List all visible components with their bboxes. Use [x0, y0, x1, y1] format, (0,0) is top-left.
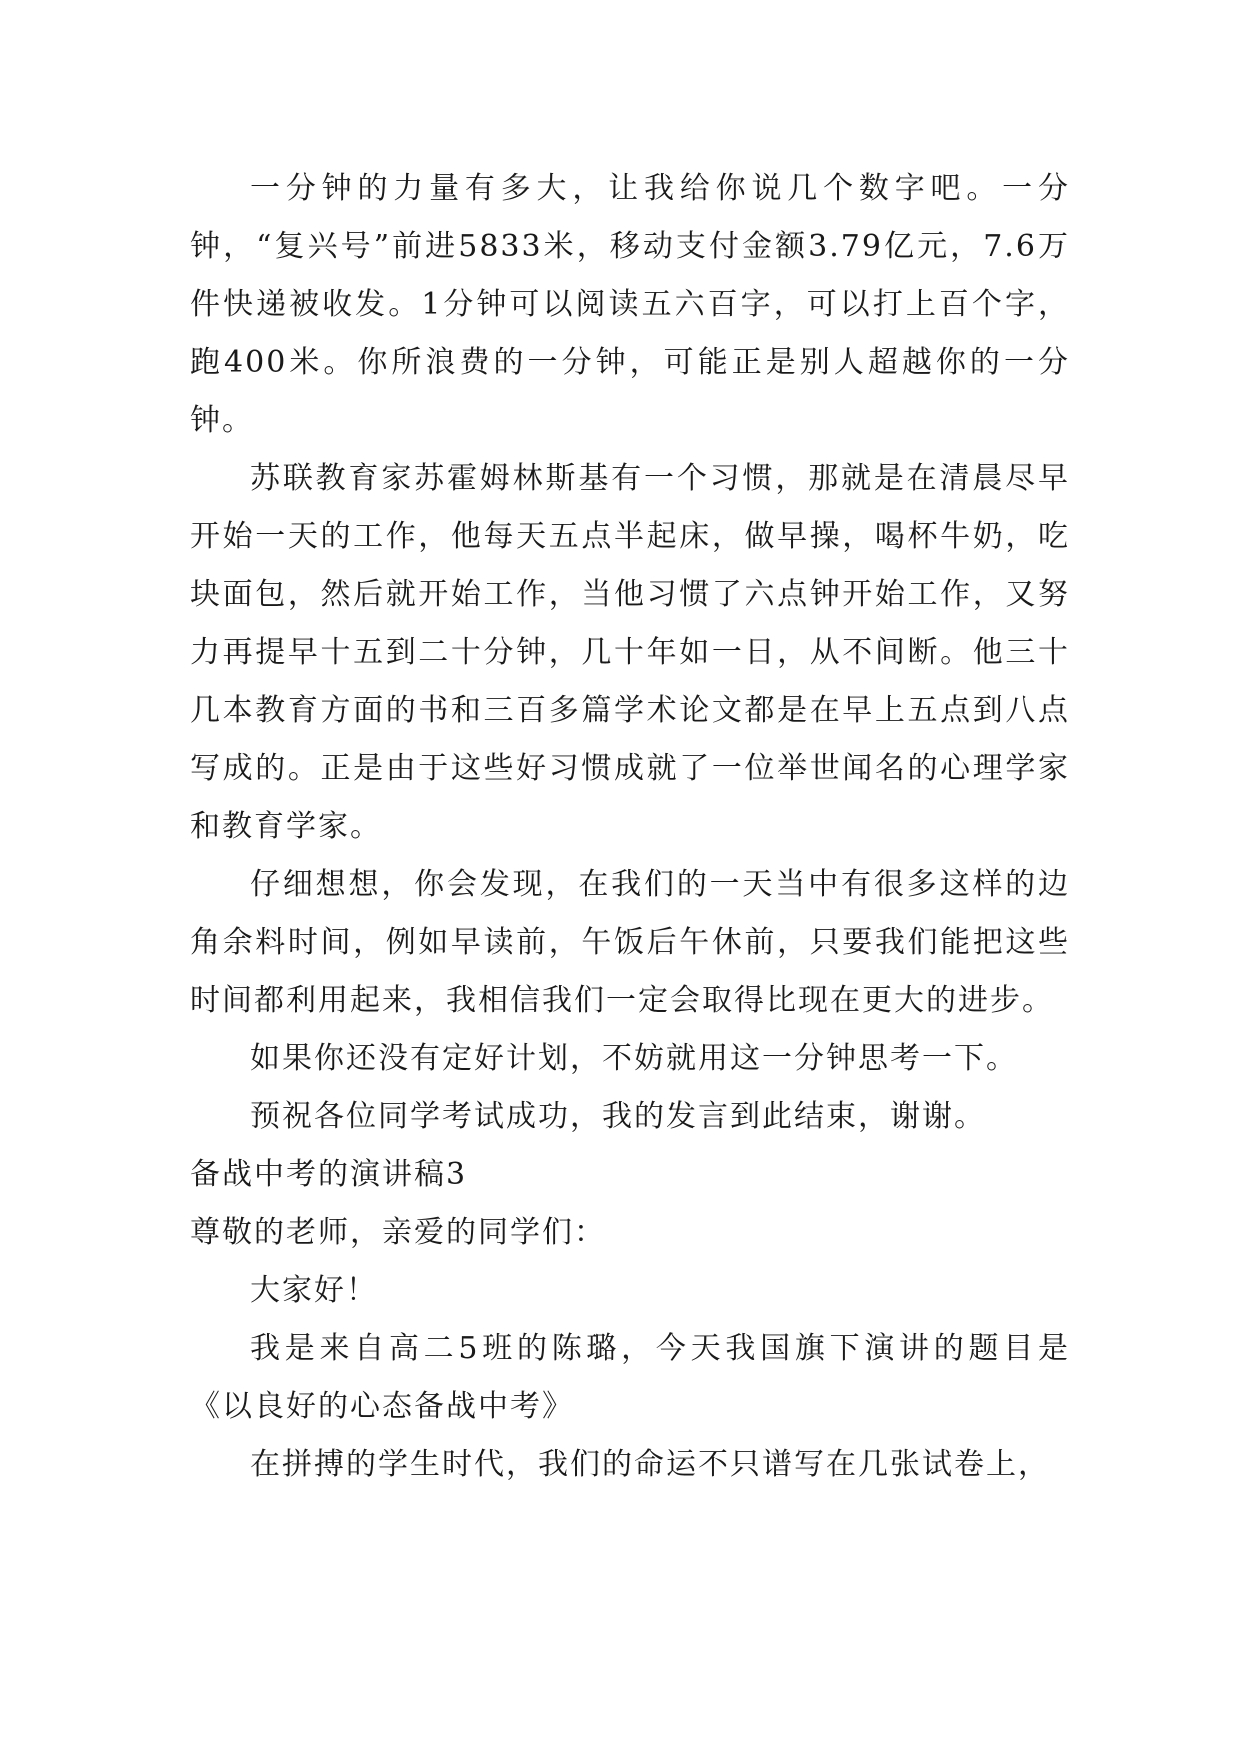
paragraph-one-minute: 一分钟的力量有多大，让我给你说几个数字吧。一分钟，“复兴号”前进5833米，移动支付金额3.79亿元，7.6万件快递被收发。1分钟可以阅读五六百字，可以打上百个字，跑400米。你所浪费的一分钟，可能正是别人超越你的一分钟。	[190, 171, 1070, 438]
paragraph-plan: 如果你还没有定好计划，不妨就用这一分钟思考一下。	[250, 1041, 1018, 1076]
greeting: 大家好！	[250, 1273, 378, 1308]
salutation: 尊敬的老师，亲爱的同学们：	[190, 1215, 606, 1250]
paragraph-introduction: 我是来自高二5班的陈璐，今天我国旗下演讲的题目是《以良好的心态备战中考》	[190, 1331, 1070, 1424]
section-title: 备战中考的演讲稿3	[190, 1157, 468, 1192]
paragraph-sukhomlinsky: 苏联教育家苏霍姆林斯基有一个习惯，那就是在清晨尽早开始一天的工作，他每天五点半起床，做早操，喝杯牛奶，吃块面包，然后就开始工作，当他习惯了六点钟开始工作，又努力再提早十五到二十分钟，几十年如一日，从不间断。他三十几本教育方面的书和三百多篇学术论文都是在早上五点到八点写成的。正是由于这些好习惯成就了一位举世闻名的心理学家和教育学家。	[190, 461, 1070, 844]
document-body	[190, 160, 1070, 1494]
paragraph-student-era: 在拼搏的学生时代，我们的命运不只谱写在几张试卷上，	[250, 1447, 1050, 1482]
paragraph-closing: 预祝各位同学考试成功，我的发言到此结束，谢谢。	[250, 1099, 986, 1134]
paragraph-spare-time: 仔细想想，你会发现，在我们的一天当中有很多这样的边角余料时间，例如早读前，午饭后午休前，只要我们能把这些时间都利用起来，我相信我们一定会取得比现在更大的进步。	[190, 867, 1070, 1018]
